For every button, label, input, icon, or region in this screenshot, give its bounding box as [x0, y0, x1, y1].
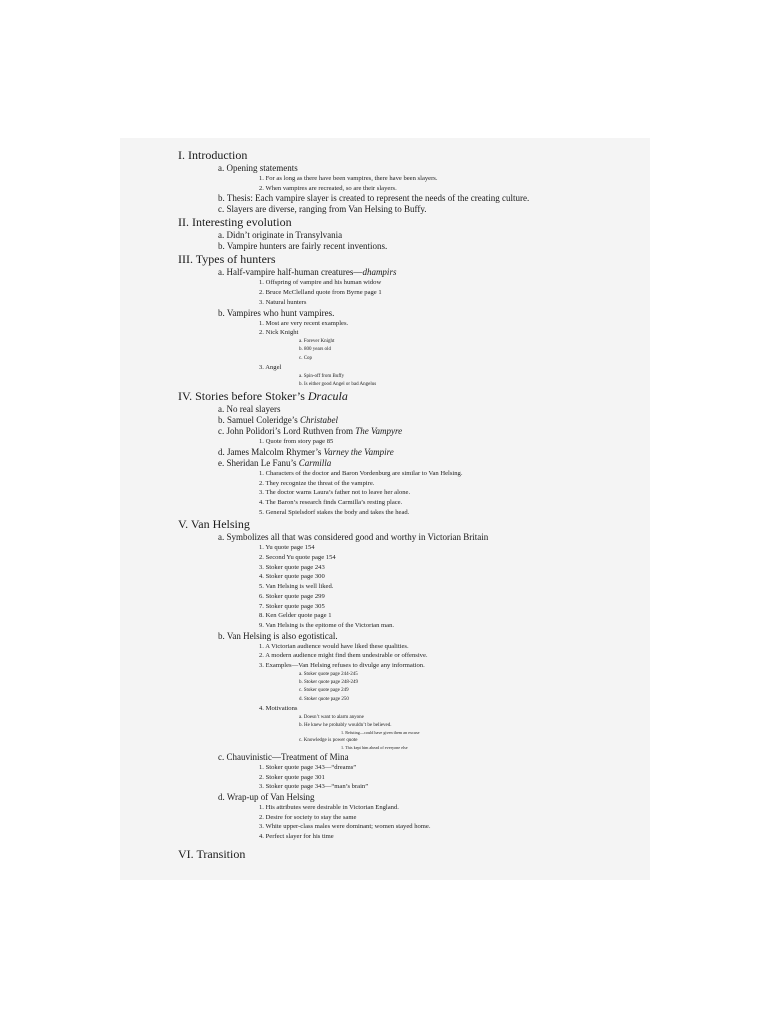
outline-item — [218, 447, 648, 458]
outline-item — [259, 488, 648, 498]
outline-item — [218, 792, 648, 803]
outline-heading — [178, 389, 648, 404]
outline-item-title: Christabel — [300, 415, 339, 426]
outline-item — [259, 782, 648, 792]
outline-item — [218, 241, 648, 252]
outline-item-text: c. Slayers are diverse, ranging from Van Helsing to Buffy. — [218, 204, 427, 215]
outline-item — [259, 278, 648, 288]
outline-item-text: 1. Refuting—could have given them an excuse — [341, 730, 420, 736]
outline-item — [259, 469, 648, 479]
outline-item-text: I. Introduction — [178, 148, 248, 162]
outline-item-text: 4. Perfect slayer for his time — [259, 833, 334, 841]
outline-item-text: b. Samuel Coleridge’s — [218, 415, 300, 426]
outline-item — [299, 679, 648, 687]
outline-item-text: b. Stoker quote page 248-249 — [299, 680, 359, 686]
outline-item — [299, 671, 648, 679]
outline-item — [259, 543, 648, 553]
outline-item-text: b. Vampires who hunt vampires. — [218, 307, 335, 318]
outline-item-text: d. James Malcolm Rhymer’s — [218, 446, 324, 457]
outline-item — [218, 752, 648, 763]
outline-item-text: 2. Desire for society to stay the same — [259, 813, 357, 821]
outline-item-text: 4. Motivations — [259, 704, 298, 712]
outline-item-text: 3. Angel — [259, 363, 282, 371]
outline-item-text: a. Opening statements — [218, 163, 298, 173]
outline-item-text: 2. When vampires are recreated, so are their slayers. — [259, 184, 397, 192]
outline-item — [259, 328, 648, 338]
outline-item-text: 3. White upper-class males were dominant; women stayed home. — [259, 823, 431, 831]
outline-item — [259, 563, 648, 573]
outline-item — [259, 763, 648, 773]
outline-item-text: b. He knew he probably wouldn’t be believed. — [299, 722, 392, 728]
outline-item-text: 9. Van Helsing is the epitome of the Victorian man. — [259, 621, 395, 629]
outline-item — [259, 704, 648, 714]
outline-item — [259, 553, 648, 563]
outline-item-text: 4. Stoker quote page 300 — [259, 573, 325, 581]
outline-item — [259, 773, 648, 783]
outline-item — [259, 437, 648, 447]
outline-item — [299, 373, 648, 381]
outline-item — [341, 745, 648, 752]
outline-item — [259, 602, 648, 612]
outline-item-text: IV. Stories before Stoker’s — [178, 389, 308, 404]
outline-item-text: 2. Bruce McClelland quote from Byrne page 1 — [259, 289, 382, 297]
outline-item-text: a. Half-vampire half-human creatures— — [218, 267, 363, 278]
outline-item-text: a. Didn’t originate in Transylvania — [218, 230, 343, 241]
outline-heading — [178, 252, 648, 267]
outline-item-title: Dracula — [307, 389, 348, 404]
outline-item-text: e. Sheridan Le Fanu’s — [218, 457, 299, 468]
outline-item — [218, 404, 648, 415]
outline-item-text: 1. Stoker quote page 343—“dreams” — [259, 763, 357, 771]
outline-item-text: 1. Offspring of vampire and his human widow — [259, 279, 382, 287]
outline-item — [259, 363, 648, 373]
outline-item — [299, 737, 648, 745]
outline-heading — [178, 847, 648, 862]
outline-item-text: 3. The doctor warns Laura’s father not to leave her alone. — [259, 489, 411, 497]
outline-item-text: 1. Quote from story page 85 — [259, 438, 334, 446]
outline-item — [259, 479, 648, 489]
outline-item-text: 2. Nick Knight — [259, 329, 299, 337]
outline-item-text: a. Doesn’t want to alarm anyone — [299, 714, 364, 720]
outline-item-text: 3. Examples—Van Helsing refuses to divulge any information. — [259, 662, 425, 670]
outline-item-text: a. No real slayers — [218, 404, 281, 415]
outline-item-text: c. John Polidori’s Lord Ruthven from — [218, 426, 356, 437]
outline-item-text: d. Wrap-up of Van Helsing — [218, 792, 315, 803]
outline-item — [299, 381, 648, 389]
outline-item — [299, 714, 648, 722]
outline-item-text: b. Van Helsing is also egotistical. — [218, 630, 338, 641]
outline-item — [259, 582, 648, 592]
outline-item-text: 1. His attributes were desirable in Victorian England. — [259, 804, 399, 812]
outline-item-title: dhampirs — [362, 267, 397, 278]
outline-item-text: 1. For as long as there have been vampires, there have been slayers. — [259, 175, 438, 182]
outline-item — [259, 611, 648, 621]
outline-heading — [178, 215, 648, 230]
outline-item-text: 8. Ken Gelder quote page 1 — [259, 612, 332, 620]
outline-item — [299, 338, 648, 346]
outline-item-text: b. Thesis: Each vampire slayer is created to represent the needs of the creating culture. — [218, 193, 530, 204]
outline-item — [218, 532, 648, 543]
outline-item — [299, 346, 648, 354]
outline-item — [299, 355, 648, 363]
outline-item-text: 1. A Victorian audience would have liked these qualities. — [259, 642, 409, 650]
outline-item-text: V. Van Helsing — [178, 517, 250, 532]
outline — [178, 148, 648, 862]
outline-item-text: c. Knowledge is power quote — [299, 737, 358, 743]
outline-item-text: 2. They recognize the threat of the vampire. — [259, 479, 375, 487]
outline-item-text: 2. Stoker quote page 301 — [259, 773, 325, 781]
outline-item-text: a. Symbolizes all that was considered good and worthy in Victorian Britain — [218, 532, 489, 543]
outline-item — [259, 174, 648, 184]
outline-item — [218, 426, 648, 437]
outline-item-text: d. Stoker quote page 250 — [299, 696, 349, 702]
outline-item — [259, 498, 648, 508]
outline-item — [259, 298, 648, 308]
outline-item-text: 1. This kept him ahead of everyone else — [341, 745, 408, 751]
outline-item-text: 1. Yu quote page 154 — [259, 544, 315, 552]
outline-item — [259, 508, 648, 518]
outline-item-text: c. Stoker quote page 249 — [299, 688, 349, 694]
outline-item — [299, 696, 648, 704]
outline-item-text: 3. Natural hunters — [259, 298, 307, 306]
outline-item — [259, 592, 648, 602]
outline-item-text: c. Chauvinistic—Treatment of Mina — [218, 751, 349, 762]
outline-item-text: II. Interesting evolution — [178, 215, 292, 230]
outline-item-text: a. Spin-off from Buffy — [299, 373, 345, 379]
outline-item-text: 1. Most are very recent examples. — [259, 319, 349, 327]
outline-item — [259, 832, 648, 842]
outline-item-text: 2. Second Yu quote page 154 — [259, 554, 336, 562]
outline-item-text: b. Is either good Angel or bad Angelus — [299, 381, 377, 387]
outline-item-text: 3. Stoker quote page 243 — [259, 563, 325, 571]
outline-item-text: a. Forever Knight — [299, 338, 335, 344]
outline-item — [218, 458, 648, 469]
outline-item-text: b. 800 years old — [299, 347, 331, 353]
outline-item-text: b. Vampire hunters are fairly recent inventions. — [218, 241, 388, 252]
outline-item-text: c. Cop — [299, 355, 313, 361]
outline-item — [259, 184, 648, 194]
outline-item — [218, 308, 648, 319]
outline-heading — [178, 517, 648, 532]
outline-item — [259, 651, 648, 661]
outline-item — [299, 687, 648, 695]
outline-item — [218, 631, 648, 642]
outline-item — [218, 163, 648, 174]
outline-item-text: 3. Stoker quote page 343—“man’s brain” — [259, 783, 369, 791]
outline-heading — [178, 148, 648, 163]
outline-item — [259, 822, 648, 832]
outline-item — [259, 661, 648, 671]
outline-item-text: VI. Transition — [178, 846, 246, 861]
outline-item — [259, 572, 648, 582]
outline-item — [259, 288, 648, 298]
outline-item — [341, 730, 648, 737]
outline-item — [259, 803, 648, 813]
outline-item — [259, 813, 648, 823]
outline-item — [218, 230, 648, 241]
outline-item — [218, 204, 648, 215]
outline-item — [299, 722, 648, 730]
outline-item — [218, 193, 648, 204]
outline-item — [218, 415, 648, 426]
outline-item-text: III. Types of hunters — [178, 252, 276, 267]
outline-item-title: Varney the Vampire — [323, 446, 394, 457]
outline-item-title: Carmilla — [298, 457, 332, 468]
outline-item — [259, 642, 648, 652]
outline-item — [218, 267, 648, 278]
outline-item — [259, 319, 648, 329]
outline-item-text: 5. General Spielsdorf stakes the body and takes the head. — [259, 508, 410, 516]
outline-item-text: 2. A modern audience might find them undesirable or offensive. — [259, 652, 428, 660]
outline-item-text: 6. Stoker quote page 299 — [259, 592, 325, 600]
outline-item-text: 5. Van Helsing is well liked. — [259, 583, 334, 591]
outline-item-text: 1. Characters of the doctor and Baron Vordenburg are similar to Van Helsing. — [259, 469, 463, 477]
outline-item-text: 7. Stoker quote page 305 — [259, 602, 325, 610]
outline-item — [259, 621, 648, 631]
outline-item-title: The Vampyre — [355, 426, 403, 437]
outline-item-text: 4. The Baron’s research finds Carmilla’s resting place. — [259, 498, 403, 506]
outline-item-text: a. Stoker quote page 244-245 — [299, 671, 358, 677]
